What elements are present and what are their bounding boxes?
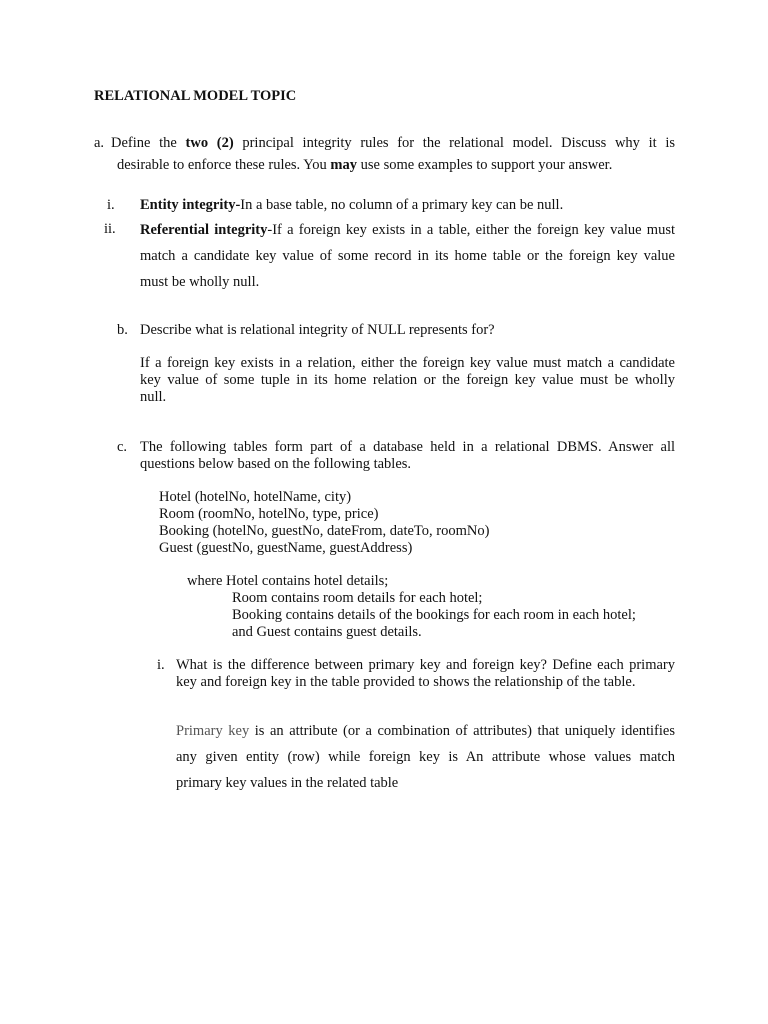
question-a-line-2: desirable to enforce these rules. You may use some examples to support your answer. bbox=[117, 157, 613, 173]
question-a-line-1: Define the two (2) principal integrity rules for the relational model. Discuss why it is bbox=[111, 135, 675, 151]
table-def-guest: Guest (guestNo, guestName, guestAddress) bbox=[159, 540, 413, 556]
question-c-text: The following tables form part of a database held in a relational DBMS. Answer all questions below based on the following tables. bbox=[140, 439, 675, 472]
question-a-marker: a. bbox=[94, 135, 105, 151]
item-referential-integrity: Referential integrity-If a foreign key exists in a table, either the foreign key value must match a candidate key value of some record in its home table or the foreign key value must be wholly null. bbox=[140, 222, 676, 290]
sub-i-marker: i. bbox=[157, 657, 165, 673]
table-def-hotel: Hotel (hotelNo, hotelName, city) bbox=[159, 489, 352, 505]
sub-i-answer: Primary key is an attribute (or a combination of attributes) that uniquely identifies any given entity (row) while foreign key is An attribute whose values match primary key values in the related table bbox=[176, 723, 675, 791]
where-line: where Hotel contains hotel details; bbox=[187, 573, 389, 589]
question-b-text: Describe what is relational integrity of NULL represents for? bbox=[140, 322, 495, 338]
page-title: RELATIONAL MODEL TOPIC bbox=[94, 88, 297, 104]
question-a-text bbox=[111, 135, 675, 152]
item-ii-marker: ii. bbox=[104, 221, 116, 237]
table-def-booking: Booking (hotelNo, guestNo, dateFrom, dateTo, roomNo) bbox=[159, 523, 490, 539]
table-definitions bbox=[159, 489, 489, 557]
where-details: Room contains room details for each hotel; Booking contains details of the bookings for each room in each hotel; and Guest contains guest details. bbox=[232, 590, 636, 640]
item-entity-integrity: Entity integrity-In a base table, no column of a primary key can be null. bbox=[140, 197, 564, 213]
table-def-room: Room (roomNo, hotelNo, type, price) bbox=[159, 506, 379, 522]
question-b-answer: If a foreign key exists in a relation, either the foreign key value must match a candidate key value of some tuple in its home relation or the foreign key value must be wholly null. bbox=[140, 355, 675, 405]
question-c-marker: c. bbox=[117, 439, 128, 455]
sub-i-question: What is the difference between primary key and foreign key? Define each primary key and foreign key in the table provided to shows the relationship of the table. bbox=[176, 657, 675, 690]
question-a-text-2 bbox=[117, 157, 677, 174]
question-b-marker: b. bbox=[117, 322, 128, 338]
item-i-marker: i. bbox=[107, 197, 115, 213]
